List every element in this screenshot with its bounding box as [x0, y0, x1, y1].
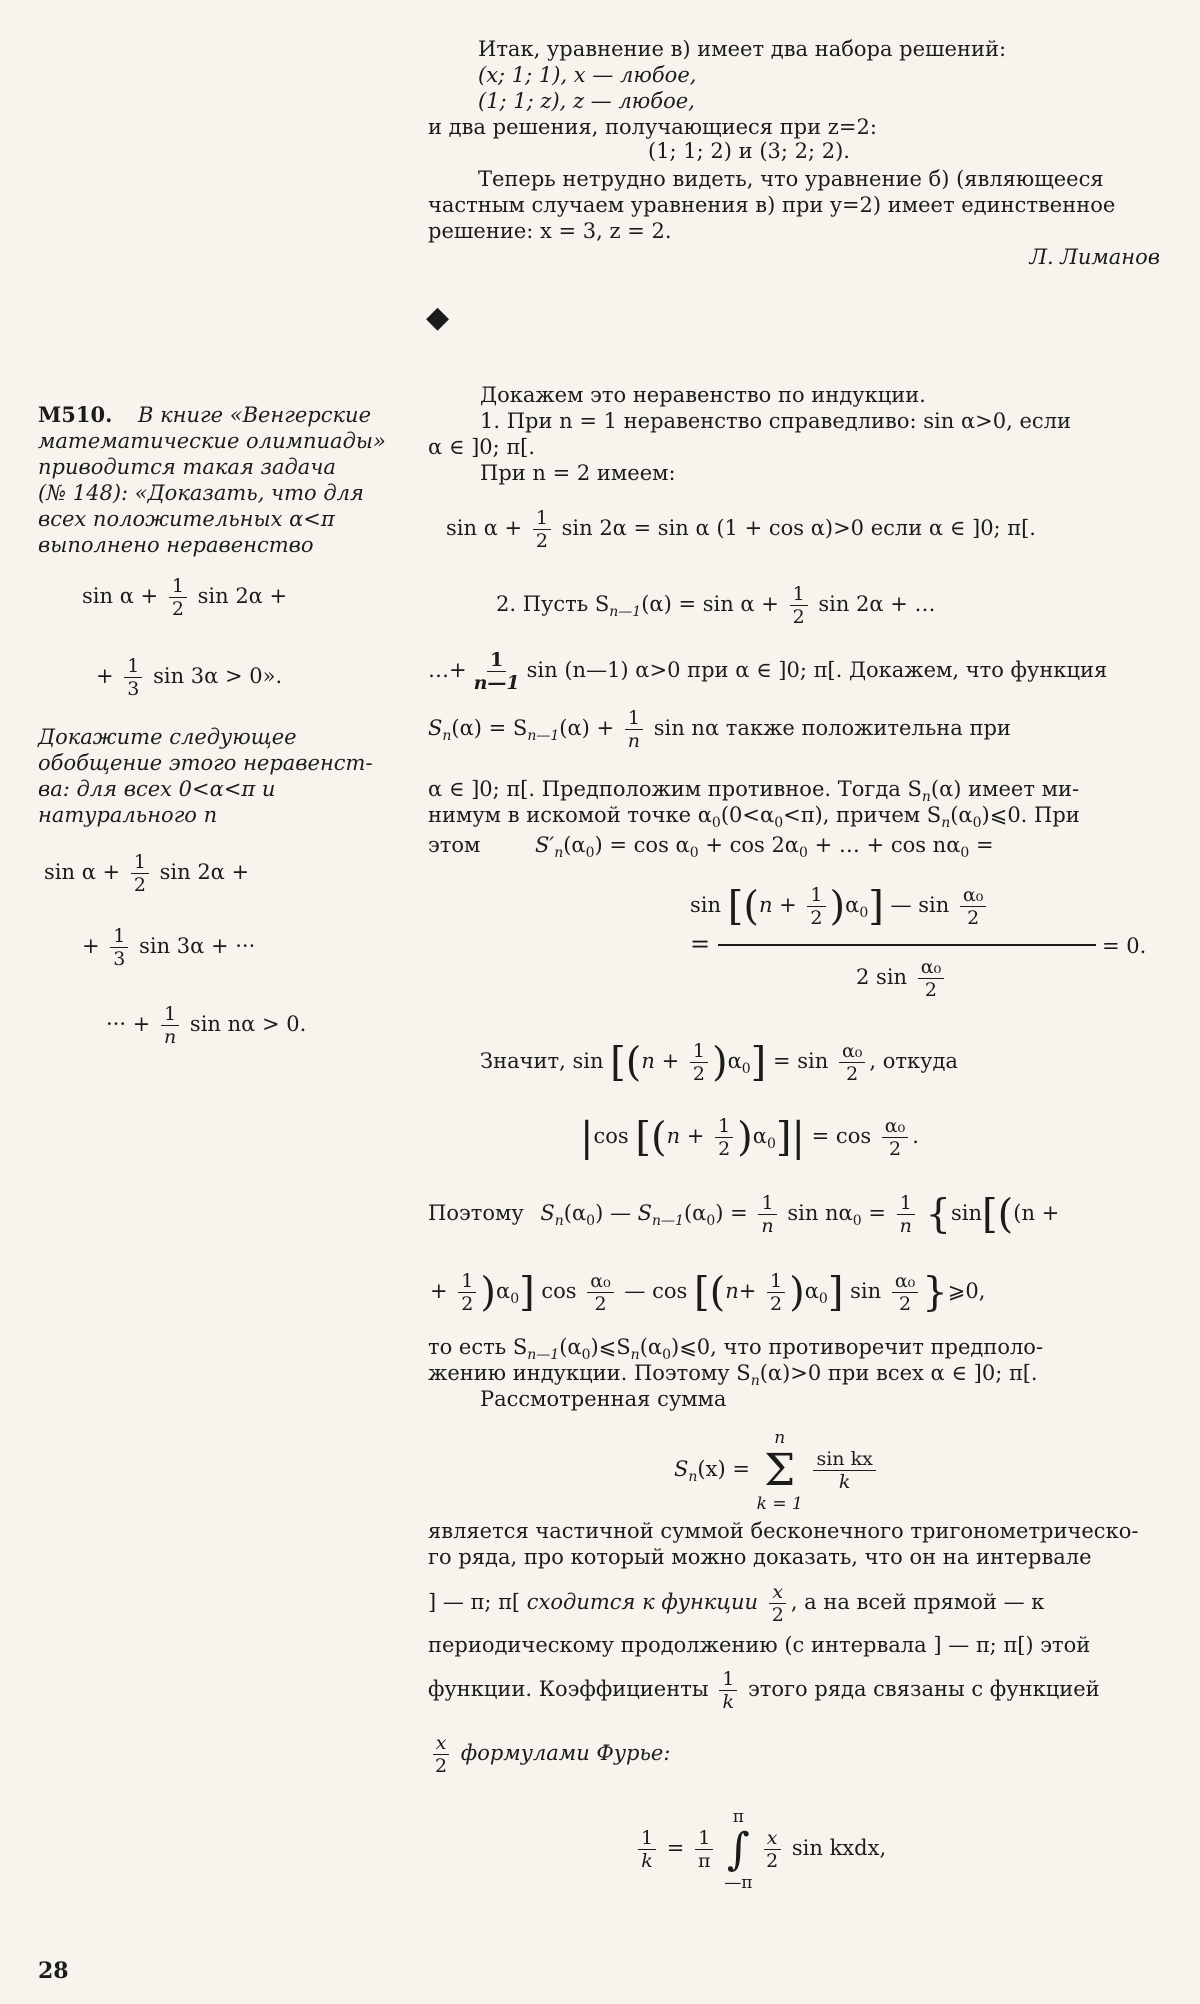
formula: sin α + $\frac{1}{2}$ sin 2α + — [44, 851, 250, 896]
text-line: (1; 1; 2) и (3; 2; 2). — [648, 139, 850, 163]
text-line: (x; 1; 1), x — любое, — [478, 63, 697, 87]
text-line: (1; 1; z), z — любое, — [478, 89, 695, 113]
formula: $S_n(\alpha) = S_{n—1}(\alpha)$ + $\frac{1}{n}$ sin nα также положительна при — [428, 707, 1011, 752]
equals-sign: = — [690, 930, 711, 958]
text-line: ] — π; π[ сходится к функции $\frac{x}{2}$ , а на всей прямой — к — [428, 1581, 1045, 1626]
formula: Значит, sin [(n + $\frac{1}{2}$ )$\alpha_0] = \sin$ $\frac{\text{α₀}}{2}$ , откуда — [480, 1039, 958, 1086]
text-line: α ∈ ]0; π[. Предположим противное. Тогда $S_n(\alpha)$ имеет ми- — [428, 777, 1080, 805]
text-line: При n = 2 имеем: — [480, 461, 676, 485]
text-line: обобщение этого неравенст- — [38, 751, 373, 775]
text-line: Докажите следующее — [38, 725, 297, 749]
text-line: выполнено неравенство — [38, 533, 314, 557]
formula: |cos [(n + $\frac{1}{2}$ )$\alpha_0]| = \cos$ $\frac{\text{α₀}}{2}$ . — [580, 1114, 919, 1161]
text-line: Теперь нетрудно видеть, что уравнение б) (являющееся — [478, 167, 1104, 191]
formula: Поэтому $S_n(\alpha_0)$ — $S_{n—1}(\alpha_0)$ = $\frac{1}{n}$ $\sin n\alpha_0$ = $\frac{1}{n}$ {sin[((n + — [428, 1191, 1060, 1238]
text-line: и два решения, получающиеся при z=2: — [428, 115, 877, 139]
problem-code: М510. — [38, 402, 113, 427]
text-line: частным случаем уравнения в) при y=2) имеет единственное — [428, 193, 1116, 217]
text-line: Рассмотренная сумма — [480, 1387, 727, 1411]
formula: + $\frac{1}{3}$ sin 3α + ··· — [82, 925, 256, 970]
text-line: математические олимпиады» — [38, 429, 386, 453]
text-line: Итак, уравнение в) имеет два набора решений: — [478, 37, 1007, 61]
author: Л. Лиманов — [1029, 245, 1160, 269]
big-fraction: sin [(n + $\frac{1}{2}$ )$\alpha_0$] — sin $\frac{\text{α₀}}{2}$ — [690, 884, 990, 929]
page-number: 28 — [38, 1958, 69, 1984]
fraction-bar — [718, 944, 1096, 946]
text-line: периодическому продолжению (с интервала ] — π; π[) этой — [428, 1633, 1091, 1657]
formula: + $\frac{1}{2}$ )$\alpha_0$] cos $\frac{\text{α₀}}{2}$ — cos [(n+ $\frac{1}{2}$ )$\alpha_0$] sin $\frac{\text{α₀}}{2}$ }⩾0, — [430, 1269, 986, 1316]
text-line: Докажем это неравенство по индукции. — [480, 383, 926, 407]
formula: …+ $\frac{1}{n—1}$ sin (n—1) α>0 при α ∈ ]0; π[. Докажем, что функция — [428, 649, 1108, 694]
text-line: то есть $S_{n—1}(\alpha_0)⩽S_n(\alpha_0)⩽0$, что противоречит предполо- — [428, 1335, 1044, 1363]
text-line: жению индукции. Поэтому $S_n(\alpha)>0$ при всех α ∈ ]0; π[. — [428, 1361, 1038, 1389]
text-line: ва: для всех 0<α<π и — [38, 777, 276, 801]
text-line: 1. При n = 1 неравенство справедливо: sin α>0, если — [480, 409, 1071, 433]
text-line: является частичной суммой бесконечного тригонометричеcко- — [428, 1519, 1139, 1543]
text-line: В книге «Венгерские — [138, 403, 371, 427]
text-line: всех положительных α<π — [38, 507, 335, 531]
text-line: (№ 148): «Доказать, что для — [38, 481, 364, 505]
text-line: приводится такая задача — [38, 455, 336, 479]
text-line: этом $S'_n(\alpha_0) = \cos \alpha_0 + \cos 2\alpha_0$ + … + $\cos n\alpha_0$ = — [428, 833, 994, 861]
text-line: функции. Коэффициенты $\frac{1}{k}$ этого ряда связаны с функцией — [428, 1668, 1100, 1713]
text-line: $\frac{x}{2}$ формулами Фурье: — [428, 1728, 670, 1778]
fourier-formula: $\frac{1}{k}$ = $\frac{1}{\pi}$ π ∫ —π $\frac{x}{2}$ sin kxdx, — [634, 1800, 886, 1896]
formula: 2. Пусть $S_{n—1}(\alpha) = \sin \alpha$ + $\frac{1}{2}$ sin 2α + … — [496, 583, 936, 628]
formula: sin α + $\frac{1}{2}$ sin 2α + — [82, 575, 288, 620]
text-line: решение: x = 3, z = 2. — [428, 219, 672, 243]
text-line: α ∈ ]0; π[. — [428, 435, 536, 459]
text-line: натурального n — [38, 803, 218, 827]
sum-formula: $S_n(x)$ = n Σ k = 1 $\frac{\text{sin kx}}{k}$ — [674, 1424, 880, 1522]
formula: + $\frac{1}{3}$ sin 3α > 0». — [96, 655, 283, 700]
text-line: го ряда, про который можно доказать, что он на интервале — [428, 1545, 1092, 1569]
formula: sin α + $\frac{1}{2}$ sin 2α = sin α (1 + cos α)>0 если α ∈ ]0; π[. — [446, 507, 1036, 552]
text-line: нимум в искомой точке $\alpha_0(0<\alpha_0<\pi)$, причем $S_n(\alpha_0)⩽0$. При — [428, 803, 1080, 831]
equals-zero: = 0. — [1102, 934, 1147, 958]
formula: ··· + $\frac{1}{n}$ sin nα > 0. — [106, 1003, 307, 1048]
big-fraction-den: 2 sin $\frac{\text{α₀}}{2}$ — [856, 956, 948, 1001]
diamond-icon: ◆ — [426, 300, 450, 335]
